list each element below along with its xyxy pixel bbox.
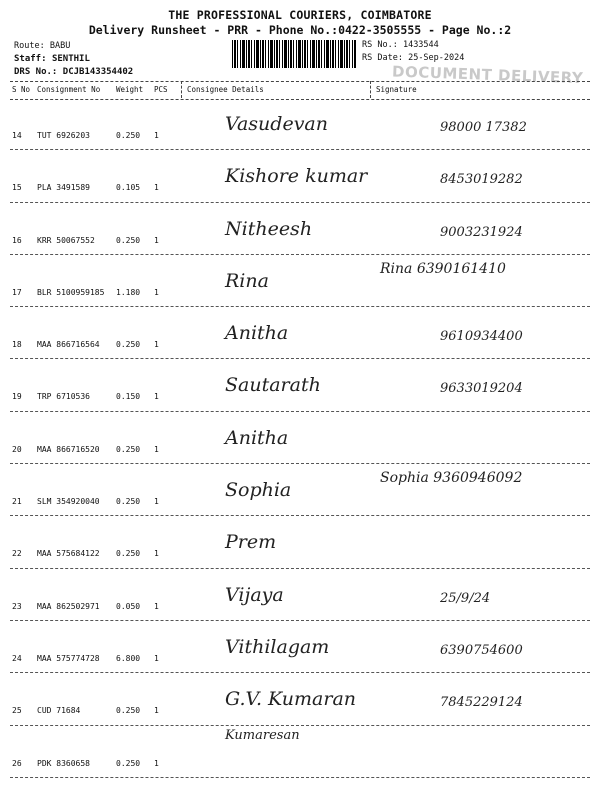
handwritten-signature: 7845229124 [440, 695, 523, 711]
cell-sno: 21 [12, 497, 22, 507]
handwritten-consignee: Nitheesh [225, 217, 313, 240]
cell-pcs: 1 [154, 601, 159, 611]
col-consignment: Consignment No [37, 85, 101, 94]
cell-weight: 0.250 [116, 444, 141, 454]
cell-pcs: 1 [154, 131, 159, 140]
cell-pcs: 1 [154, 758, 159, 768]
cell-weight: 0.250 [116, 340, 141, 350]
cell-consignment: KRR 50067552 [37, 235, 95, 245]
col-consignee: Consignee Details [187, 85, 264, 94]
header-left-info [14, 40, 133, 79]
handwritten-consignee: Vasudevan [225, 113, 328, 135]
cell-pcs: 1 [154, 497, 159, 507]
cell-pcs: 1 [154, 653, 159, 663]
handwritten-consignee: Kumaresan [225, 727, 300, 743]
runsheet-subtitle: Delivery Runsheet - PRR - Phone No.:0422-3505555 - Page No.:2 [88, 23, 512, 37]
route-line [14, 40, 133, 53]
cell-sno: 16 [12, 235, 22, 245]
cell-consignment: TUT 6926203 [37, 131, 90, 140]
header-right-info [362, 39, 464, 65]
handwritten-consignee: Vijaya [225, 583, 284, 606]
cell-pcs: 1 [154, 392, 159, 402]
cell-sno: 22 [12, 549, 22, 559]
handwritten-signature: 9610934400 [440, 329, 523, 345]
header-divider [370, 81, 371, 98]
cell-weight: 0.105 [116, 183, 141, 193]
cell-consignment: BLR 5100959185 [37, 287, 105, 297]
table-body [10, 98, 590, 778]
cell-pcs: 1 [154, 444, 159, 454]
col-sno: S No [12, 85, 31, 94]
cell-sno: 14 [12, 131, 22, 140]
cell-consignment: MAA 862502971 [37, 601, 100, 611]
table-row [10, 569, 590, 621]
handwritten-signature: 9003231924 [440, 224, 523, 240]
handwritten-consignee: Vithilagam [225, 635, 330, 658]
cell-sno: 19 [12, 392, 22, 402]
handwritten-consignee: G.V. Kumaran [225, 688, 357, 711]
cell-weight: 0.050 [116, 601, 141, 611]
cell-weight: 0.250 [116, 497, 141, 507]
drs-value: DCJB143354402 [62, 67, 134, 77]
handwritten-consignee: Anitha [225, 426, 289, 449]
cell-weight: 0.250 [116, 235, 141, 245]
table-row [10, 673, 590, 725]
cell-sno: 24 [12, 653, 22, 663]
rs-no-line [362, 39, 464, 52]
company-title: THE PROFESSIONAL COURIERS, COIMBATORE [168, 8, 432, 22]
document-delivery-stamp: DOCUMENT DELIVERY [391, 62, 584, 88]
cell-consignment: SLM 354920040 [37, 497, 100, 507]
table-row [10, 307, 590, 359]
table-row [10, 255, 590, 307]
cell-consignment: MAA 575684122 [37, 549, 100, 559]
drs-label: DRS No.: [14, 67, 58, 77]
table-row [10, 621, 590, 673]
cell-consignment: MAA 575774728 [37, 653, 100, 663]
table-row [10, 359, 590, 411]
cell-sno: 15 [12, 183, 22, 193]
staff-label: Staff: [14, 54, 47, 64]
barcode [232, 40, 356, 68]
handwritten-signature: 25/9/24 [440, 590, 491, 606]
table-row [10, 203, 590, 255]
cell-weight: 6.800 [116, 653, 141, 663]
cell-consignment: TRP 6710536 [37, 392, 90, 402]
cell-sno: 20 [12, 444, 22, 454]
table-row [10, 726, 590, 778]
staff-line [14, 53, 133, 66]
table-row [10, 516, 590, 568]
cell-weight: 1.180 [116, 287, 141, 297]
handwritten-consignee: Sautarath [225, 374, 321, 397]
cell-pcs: 1 [154, 340, 159, 350]
handwritten-consignee: Anitha [225, 322, 289, 345]
drs-line [14, 66, 133, 79]
cell-weight: 0.250 [116, 131, 141, 140]
cell-sno: 25 [12, 706, 22, 716]
handwritten-consignee: Kishore kumar [225, 165, 368, 188]
staff-value: SENTHIL [51, 54, 90, 64]
table-row [10, 150, 590, 202]
handwritten-signature: Sophia 9360946092 [380, 470, 523, 487]
handwritten-signature: 9633019204 [440, 381, 523, 397]
table-row [10, 412, 590, 464]
table-row [10, 98, 590, 150]
col-signature: Signature [376, 85, 417, 94]
cell-consignment: MAA 866716520 [37, 444, 100, 454]
cell-pcs: 1 [154, 706, 159, 716]
handwritten-signature: 98000 17382 [440, 120, 527, 135]
rs-date-label: RS Date: [362, 53, 403, 63]
cell-consignment: PLA 3491589 [37, 183, 90, 193]
handwritten-signature: 6390754600 [440, 642, 523, 658]
route-value: BABU [49, 41, 71, 51]
cell-sno: 23 [12, 601, 22, 611]
handwritten-signature: 8453019282 [440, 172, 523, 188]
handwritten-consignee: Rina [225, 269, 269, 292]
rs-no-value: 1433544 [402, 40, 439, 50]
cell-pcs: 1 [154, 235, 159, 245]
cell-consignment: PDK 8360658 [37, 758, 90, 768]
cell-weight: 0.250 [116, 549, 141, 559]
cell-pcs: 1 [154, 549, 159, 559]
cell-pcs: 1 [154, 287, 159, 297]
handwritten-consignee: Sophia [225, 479, 292, 502]
cell-consignment: CUD 71684 [37, 706, 81, 716]
cell-sno: 17 [12, 287, 22, 297]
cell-pcs: 1 [154, 183, 159, 193]
col-weight: Weight [116, 85, 144, 94]
table-row [10, 464, 590, 516]
col-pcs: PCS [154, 85, 168, 94]
cell-sno: 26 [12, 758, 22, 768]
header-divider [181, 81, 182, 98]
handwritten-consignee: Prem [225, 531, 277, 554]
rs-no-label: RS No.: [362, 40, 398, 50]
cell-weight: 0.150 [116, 392, 141, 402]
cell-consignment: MAA 866716564 [37, 340, 100, 350]
route-label: Route: [14, 41, 45, 51]
rs-date-value: 25-Sep-2024 [408, 53, 465, 63]
cell-weight: 0.250 [116, 706, 141, 716]
cell-weight: 0.250 [116, 758, 141, 768]
handwritten-signature: Rina 6390161410 [380, 260, 506, 277]
cell-sno: 18 [12, 340, 22, 350]
